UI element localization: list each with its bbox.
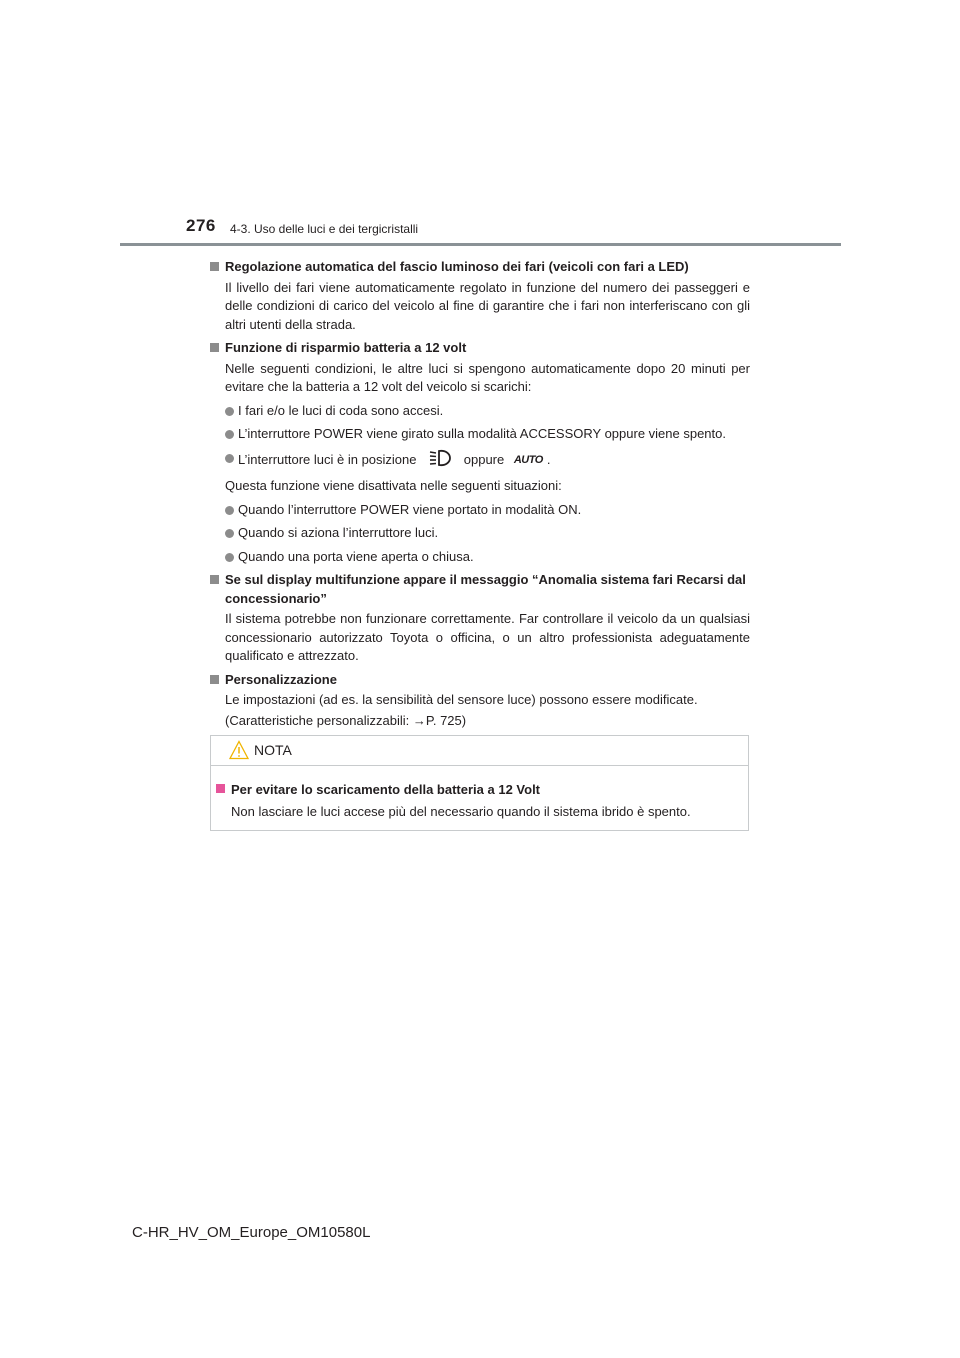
section-title: 4-3. Uso delle luci e dei tergicristalli bbox=[230, 222, 419, 236]
headlight-icon bbox=[428, 449, 452, 473]
round-bullet-icon bbox=[225, 454, 234, 463]
heading-text: Per evitare lo scaricamento della batteria a 12 Volt bbox=[231, 782, 541, 797]
list-item bbox=[210, 524, 750, 543]
note-text: Non lasciare le luci accese più del necessario quando il sistema ibrido è spento. bbox=[231, 804, 691, 819]
list-item-text: I fari e/o le luci di coda sono accesi. bbox=[238, 402, 444, 418]
round-bullet-icon bbox=[225, 553, 234, 562]
list-item-text: oppure bbox=[463, 451, 505, 467]
section-heading bbox=[210, 571, 750, 608]
square-bullet-icon bbox=[210, 575, 219, 584]
note-heading bbox=[216, 780, 748, 800]
heading-text: Funzione di risparmio batteria a 12 volt bbox=[225, 340, 467, 355]
paragraph: Nelle seguenti condizioni, le altre luci si spengono automaticamente dopo 20 minuti per evitare che la batteria a 12 volt del veicolo si scarichi: bbox=[225, 360, 750, 394]
page-content bbox=[210, 254, 750, 730]
paragraph: Il sistema potrebbe non funzionare correttamente. Far controllare il veicolo da un qualsiasi concessionario autorizzato Toyota o officina, o un altro professionista adeguatamente qualificato e attrezzato. bbox=[225, 611, 750, 663]
note-label: NOTA bbox=[254, 742, 292, 758]
list-item bbox=[210, 449, 750, 473]
auto-icon: AUTO bbox=[513, 453, 543, 466]
paragraph: (Caratteristiche personalizzabili: →P. 725) bbox=[225, 712, 467, 728]
heading-text: Regolazione automatica del fascio luminoso dei fari (veicoli con fari a LED) bbox=[225, 259, 689, 274]
heading-text: Se sul display multifunzione appare il messaggio “Anomalia sistema fari Recarsi dal concessionario” bbox=[225, 572, 746, 606]
list-item-text: Quando l’interruttore POWER viene portato in modalità ON. bbox=[238, 501, 582, 517]
list-item-text: . bbox=[546, 451, 551, 467]
list-item-text: Quando una porta viene aperta o chiusa. bbox=[238, 548, 474, 564]
square-bullet-icon bbox=[210, 343, 219, 352]
note-box bbox=[210, 735, 749, 831]
section-heading bbox=[210, 258, 750, 277]
section-heading bbox=[210, 339, 750, 358]
paragraph: Le impostazioni (ad es. la sensibilità del sensore luce) possono essere modificate. bbox=[225, 692, 698, 707]
round-bullet-icon bbox=[225, 506, 234, 515]
round-bullet-icon bbox=[225, 430, 234, 439]
list-item bbox=[210, 425, 750, 444]
page-number: 276 bbox=[186, 216, 216, 235]
square-bullet-icon bbox=[210, 675, 219, 684]
list-item bbox=[210, 548, 750, 567]
list-item bbox=[210, 402, 750, 421]
paragraph: Il livello dei fari viene automaticamente regolato in funzione del numero dei passeggeri e delle condizioni di carico del veicolo al fine di garantire che i fari non interferiscano con gli altri utenti della strada. bbox=[225, 279, 750, 332]
round-bullet-icon bbox=[225, 407, 234, 416]
list-item-text: L’interruttore luci è in posizione bbox=[238, 451, 417, 467]
list-item-text: L’interruttore POWER viene girato sulla modalità ACCESSORY oppure viene spento. bbox=[238, 426, 726, 441]
list-item bbox=[210, 501, 750, 520]
note-header bbox=[211, 736, 748, 766]
list-item-text: Quando si aziona l’interruttore luci. bbox=[238, 525, 439, 540]
square-bullet-icon bbox=[216, 784, 225, 793]
round-bullet-icon bbox=[225, 529, 234, 538]
note-body bbox=[211, 766, 748, 822]
header-rule bbox=[120, 243, 841, 246]
warning-triangle-icon bbox=[229, 740, 249, 765]
section-heading bbox=[210, 671, 750, 690]
footer-doc-id: C-HR_HV_OM_Europe_OM10580L bbox=[132, 1224, 371, 1241]
heading-text: Personalizzazione bbox=[225, 671, 337, 687]
square-bullet-icon bbox=[210, 262, 219, 271]
paragraph: Questa funzione viene disattivata nelle seguenti situazioni: bbox=[225, 478, 562, 493]
